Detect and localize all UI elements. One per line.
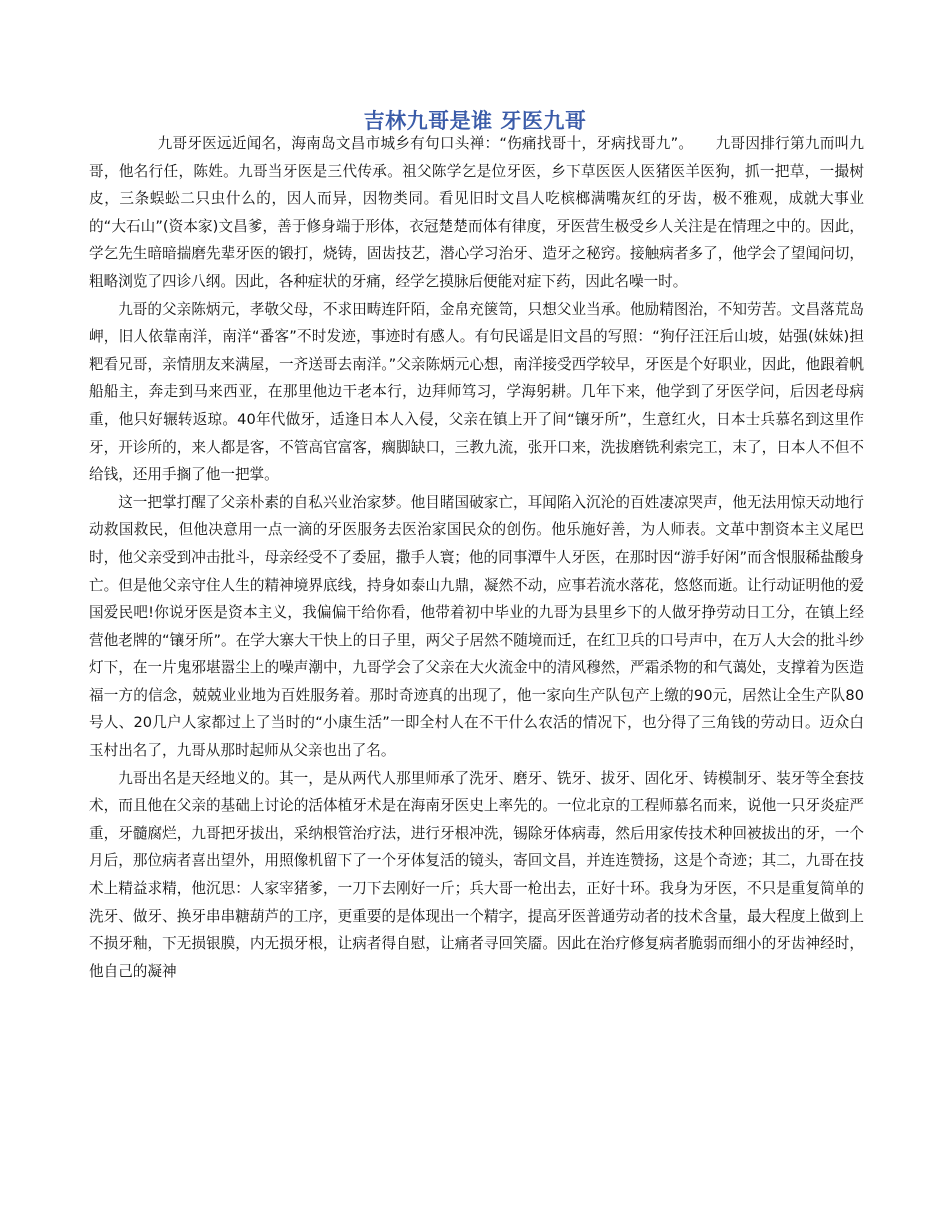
paragraph-3: 这一把掌打醒了父亲朴素的自私兴业治家梦。他目睹国破家亡，耳闻陷入沉沦的百姓凄凉哭声，他无法用惊天动地行动救国救民，但他决意用一点一滴的牙医服务去医治家国民众的创伤。他乐施好善，为人师表。文革中割资本主义尾巴时，他父亲受到冲击批斗，母亲经受不了委屈，撒手人寰；他的同事潭牛人牙医，在那时因“游手好闲”而含恨服稀盐酸身亡。但是他父亲守住人生的精神境界底线，持身如泰山九鼎，凝然不动，应事若流水落花，悠悠而逝。让行动证明他的爱国爱民吧!你说牙医是资本主义，我偏偏干给你看，他带着初中毕业的九哥为县里乡下的人做牙挣劳动日工分，在镇上经营他老牌的“镶牙所”。在学大寨大干快上的日子里，两父子居然不随境而迁，在红卫兵的口号声中，在万人大会的批斗纱灯下，在一片鬼邪堪嚣尘上的噪声潮中，九哥学会了父亲在大火流金中的清风穆然，严霜杀物的和气蔼处，支撑着为医造福一方的信念，兢兢业业地为百姓服务着。那时奇迹真的出现了，他一家向生产队包产上缴的90元，居然让全生产队80号人、20几户人家都过上了当时的“小康生活”一即全村人在不干什么农活的情况下，也分得了三角钱的劳动日。迈众白玉村出名了，九哥从那时起师从父亲也出了名。 xyxy=(89,493,864,760)
paragraph-2: 九哥的父亲陈炳元，孝敬父母，不求田畴连阡陌，金帛充箧笥，只想父业当承。他励精图治，不知劳苦。文昌落荒岛岬，旧人依靠南洋，南洋“番客”不时发迹，事迹时有感人。有句民谣是旧文昌的写照：“狗仔汪汪后山坡，姑强(妹妹)担粑看兄哥，亲情朋友来满屋，一齐送哥去南洋。”父亲陈炳元心想，南洋接受西学较早，牙医是个好职业，因此，他跟着帆船船主，奔走到马来西亚，在那里他边干老本行，边拜师笃习，学海躬耕。几年下来，他学到了牙医学问，后因老母病重，他只好辗转返琼。40年代做牙，适逢日本人入侵，父亲在镇上开了间“镶牙所”，生意红火，日本士兵慕名到这里作牙，开诊所的，来人都是客，不管高官富客，瘸脚缺口，三教九流，张开口来，洗拔磨铣利索完工，末了，日本人不但不给钱，还用手搁了他一把掌。 xyxy=(89,300,864,484)
document-body xyxy=(89,130,864,985)
paragraph-1: 九哥牙医远近闻名，海南岛文昌市城乡有句口头禅：“伤痛找哥十，牙病找哥九”。 九哥因排行第九而叫九哥，他名行任，陈姓。九哥当牙医是三代传承。祖父陈学乞是位牙医，乡下草医医人医猪医羊医狗，抓一把草，一撮树皮，三条蜈蚣二只虫什么的，因人而异，因物类同。看见旧时文昌人吃槟榔满嘴灰红的牙齿，极不雅观，成就大事业的“大石山”(资本家)文昌爹，善于修身端于形体，衣冠楚楚而体有律度，牙医营生极受乡人关注是在情理之中的。因此，学乞先生暗暗揣磨先辈牙医的锻打，烧铸，固齿技艺，潜心学习治牙、造牙之秘窍。接触病者多了，他学会了望闻问切，粗略浏览了四诊八纲。因此，各种症状的牙痛，经学乞摸脉后便能对症下药，因此名噪一时。 xyxy=(89,135,864,290)
paragraph-4: 九哥出名是天经地义的。其一，是从两代人那里师承了洗牙、磨牙、铣牙、拔牙、固化牙、铸模制牙、装牙等全套技术，而且他在父亲的基础上讨论的活体植牙术是在海南牙医史上率先的。一位北京的工程师慕名而来，说他一只牙炎症严重，牙髓腐烂，九哥把牙拔出，采纳根管治疗法，进行牙根冲洗，锡除牙体病毒，然后用家传技术种回被拔出的牙，一个月后，那位病者喜出望外，用照像机留下了一个牙体复活的镜头，寄回文昌，并连连赞扬，这是个奇迹；其二，九哥在技术上精益求精，他沉思：人家宰猪爹，一刀下去刚好一斤；兵大哥一枪出去，正好十环。我身为牙医，不只是重复简单的洗牙、做牙、换牙串串糖葫芦的工序，更重要的是体现出一个精字，提高牙医普通劳动者的技术含量，最大程度上做到上不损牙釉，下无损银膜，内无损牙根，让病者得自慰，让痛者寻回笑靥。因此在治疗修复病者脆弱而细小的牙齿神经时，他自己的凝神 xyxy=(89,769,864,980)
document-title: 吉林九哥是谁 牙医九哥 xyxy=(363,109,587,133)
